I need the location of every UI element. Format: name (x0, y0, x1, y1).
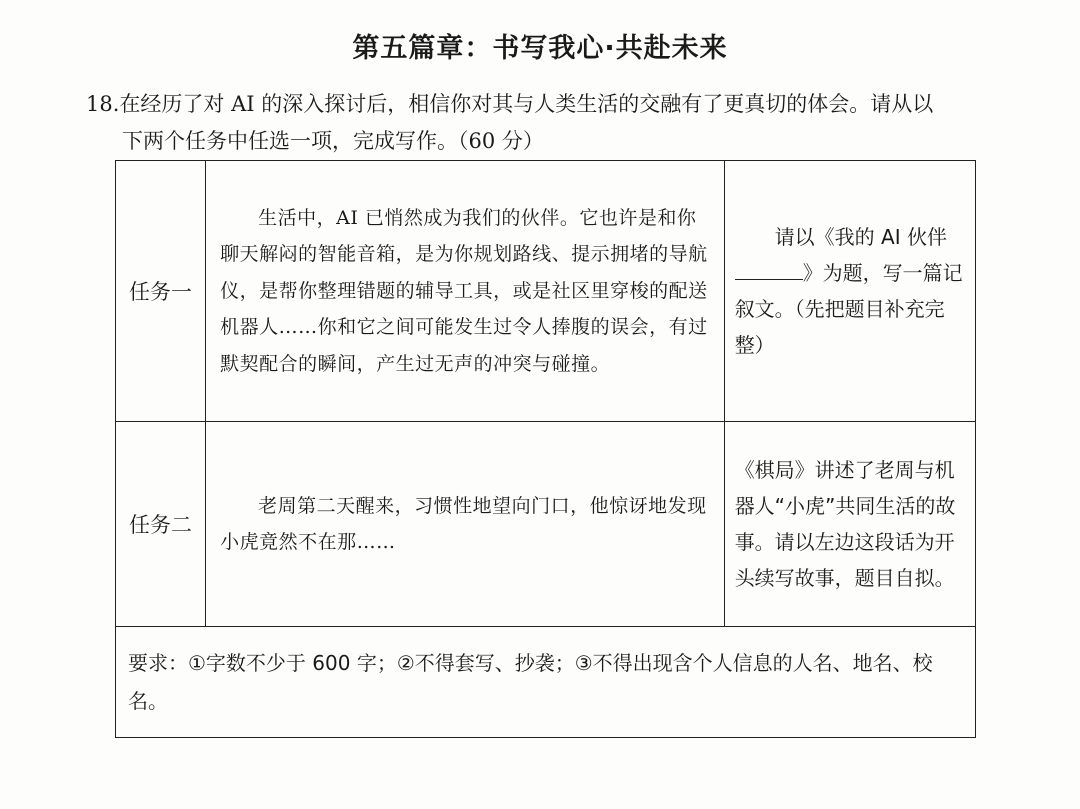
question-text-1: 在经历了对 AI 的深入探讨后，相信你对其与人类生活的交融有了更真切的体会。请从以 (119, 92, 934, 116)
question-line-1 (86, 86, 1006, 123)
task-1-instruction-before: 请以《我的 AI 伙伴 (774, 225, 947, 249)
task-row-1 (116, 161, 976, 422)
task-row-2 (116, 422, 976, 627)
task-1-material: 生活中，AI 已悄然成为我们的伙伴。它也许是和你聊天解闷的智能音箱，是为你规划路线、提示拥堵的导航仪，是帮你整理错题的辅导工具，或是社区里穿梭的配送机器人……你和它之间可能发生过令人捧腹的误会，有过默契配合的瞬间，产生过无声的冲突与碰撞。 (206, 161, 725, 422)
task-1-instruction (724, 161, 975, 422)
requirements-text: 要求：①字数不少于 600 字；②不得套写、抄袭；③不得出现含个人信息的人名、地名、校名。 (116, 627, 976, 738)
title-blank (735, 261, 803, 280)
task-table (115, 160, 976, 738)
question-number: 18. (86, 92, 120, 116)
question-prompt (86, 86, 1006, 160)
task-1-label: 任务一 (116, 161, 206, 422)
task-1-instruction-after: 》为题，写一篇记叙文。（先把题目补充完整） (734, 261, 963, 357)
requirements-row (116, 627, 976, 738)
page-title: 第五篇章：书写我心·共赴未来 (352, 33, 728, 64)
task-2-label: 任务二 (116, 422, 206, 627)
task-2-material: 老周第二天醒来，习惯性地望向门口，他惊讶地发现小虎竟然不在那…… (206, 422, 725, 627)
task-2-instruction: 《棋局》讲述了老周与机器人“小虎”共同生活的故事。请以左边这段话为开头续写故事，题目自拟。 (724, 422, 975, 627)
question-line-2: 下两个任务中任选一项，完成写作。（60 分） (122, 129, 544, 153)
